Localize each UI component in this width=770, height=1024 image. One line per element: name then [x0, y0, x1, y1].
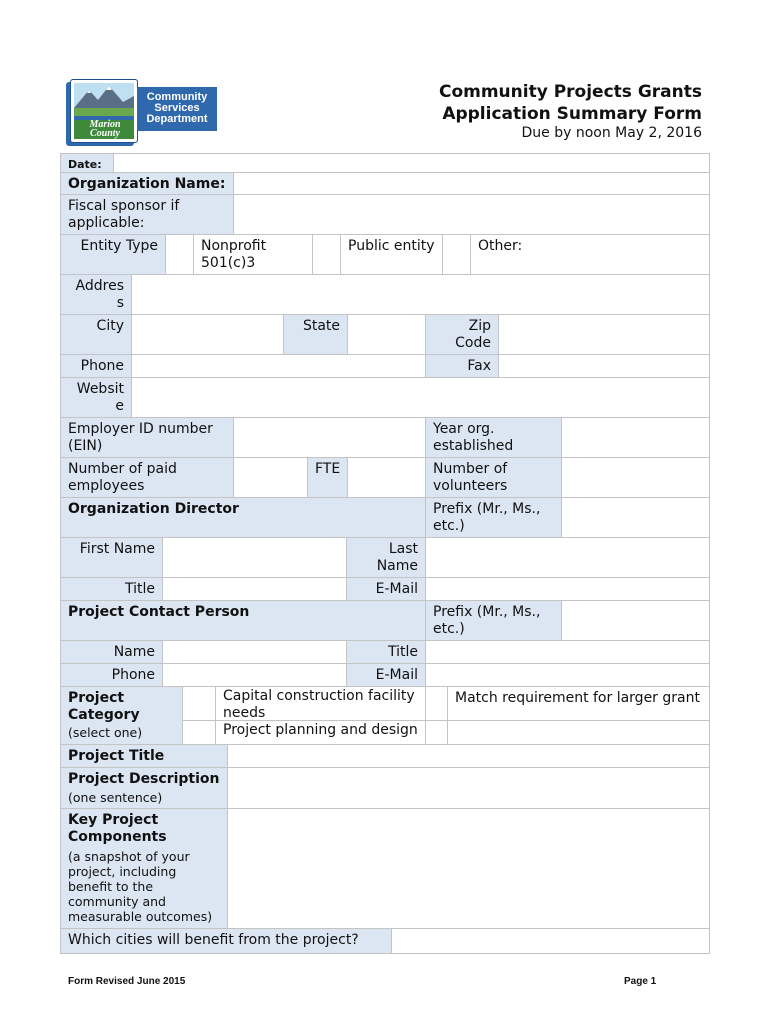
empty-option — [447, 721, 709, 745]
cities-field[interactable] — [391, 929, 709, 953]
phone-label: Phone — [61, 355, 131, 378]
director-prefix-field[interactable] — [561, 498, 709, 538]
city-label: City — [61, 315, 131, 355]
contact-name-field[interactable] — [162, 641, 346, 664]
state-label: State — [283, 315, 347, 355]
fiscal-sponsor-label: Fiscal sponsor if applicable: — [61, 195, 233, 235]
contact-email-label: E-Mail — [346, 664, 425, 687]
key-components-note: (a snapshot of your project, including benefit to the community and measurable outcomes) — [68, 849, 213, 924]
org-name-field[interactable] — [233, 173, 709, 195]
date-label: Date: — [61, 154, 113, 172]
ein-field[interactable] — [233, 418, 425, 458]
fiscal-sponsor-field[interactable] — [233, 195, 709, 235]
website-field[interactable] — [131, 378, 709, 418]
address-field[interactable] — [131, 275, 709, 315]
empty-checkbox[interactable] — [425, 721, 447, 745]
one-sentence-note: (one sentence) — [68, 790, 163, 805]
director-prefix-label: Prefix (Mr., Ms., etc.) — [425, 498, 561, 538]
row-city-state-zip — [61, 314, 709, 355]
last-name-field[interactable] — [425, 538, 709, 578]
row-ein-year — [61, 417, 709, 458]
public-entity-checkbox[interactable] — [312, 235, 340, 275]
volunteers-label: Number of volunteers — [425, 458, 561, 498]
fax-label: Fax — [425, 355, 498, 378]
last-name-label: Last Name — [346, 538, 425, 578]
select-one-note: (select one) — [68, 725, 143, 740]
project-category-label: Project Category (select one) — [61, 687, 182, 745]
fte-label: FTE — [307, 458, 347, 498]
capital-checkbox[interactable] — [182, 687, 215, 721]
form-revised-note: Form Revised June 2015 — [68, 976, 186, 987]
row-contact-name-title — [61, 640, 709, 664]
org-director-heading: Organization Director — [61, 498, 425, 538]
entity-type-label: Entity Type — [61, 235, 165, 275]
department-name-band — [137, 87, 217, 131]
nonprofit-checkbox[interactable] — [165, 235, 193, 275]
nonprofit-label: Nonprofit 501(c)3 — [193, 235, 312, 275]
logo-line-3: Department — [146, 113, 208, 125]
state-field[interactable] — [347, 315, 425, 355]
fte-field[interactable] — [347, 458, 425, 498]
director-title-field[interactable] — [162, 578, 346, 601]
match-label: Match requirement for larger grant — [447, 687, 709, 721]
contact-phone-label: Phone — [61, 664, 162, 687]
row-phone-fax — [61, 354, 709, 378]
date-field[interactable] — [113, 154, 709, 172]
cities-label: Which cities will benefit from the project? — [61, 929, 391, 953]
row-fiscal-sponsor — [61, 194, 709, 235]
ein-label: Employer ID number (EIN) — [61, 418, 233, 458]
other-checkbox[interactable] — [442, 235, 470, 275]
page-number: Page 1 — [624, 976, 657, 987]
row-org-director — [61, 497, 709, 538]
project-description-label: Project Description (one sentence) — [61, 768, 227, 809]
row-entity-type — [61, 234, 709, 275]
zip-field[interactable] — [498, 315, 709, 355]
contact-prefix-label: Prefix (Mr., Ms., etc.) — [425, 601, 561, 641]
zip-label: Zip Code — [425, 315, 498, 355]
contact-prefix-field[interactable] — [561, 601, 709, 641]
form-title-line-2: Application Summary Form — [442, 104, 702, 124]
director-email-label: E-Mail — [346, 578, 425, 601]
phone-field[interactable] — [131, 355, 425, 378]
contact-phone-field[interactable] — [162, 664, 346, 687]
volunteers-field[interactable] — [561, 458, 709, 498]
row-date — [61, 154, 709, 172]
match-checkbox[interactable] — [425, 687, 447, 721]
address-label: Addres s — [61, 275, 131, 315]
county-logo — [70, 79, 138, 143]
row-project-description — [61, 767, 709, 809]
paid-employees-field[interactable] — [233, 458, 307, 498]
contact-name-label: Name — [61, 641, 162, 664]
row-employees — [61, 457, 709, 498]
public-entity-label: Public entity — [340, 235, 442, 275]
planning-checkbox[interactable] — [182, 721, 215, 745]
project-description-field[interactable] — [227, 768, 709, 809]
application-form — [60, 153, 710, 954]
year-established-label: Year org. established — [425, 418, 561, 458]
row-org-name — [61, 172, 709, 195]
row-address — [61, 274, 709, 315]
logo-line-2: Services — [154, 102, 200, 114]
first-name-field[interactable] — [162, 538, 346, 578]
project-title-label: Project Title — [61, 745, 227, 768]
year-established-field[interactable] — [561, 418, 709, 458]
website-label: Websit e — [61, 378, 131, 418]
city-field[interactable] — [131, 315, 283, 355]
project-title-field[interactable] — [227, 745, 709, 768]
row-director-title-email — [61, 577, 709, 601]
project-contact-heading: Project Contact Person — [61, 601, 425, 641]
capital-label: Capital construction facility needs — [215, 687, 425, 721]
row-project-title — [61, 744, 709, 768]
logo-line-1: Community — [146, 91, 208, 103]
row-website — [61, 377, 709, 418]
director-email-field[interactable] — [425, 578, 709, 601]
contact-email-field[interactable] — [425, 664, 709, 687]
contact-title-field[interactable] — [425, 641, 709, 664]
county-name: Marion County — [89, 119, 121, 139]
fax-field[interactable] — [498, 355, 709, 378]
other-label: Other: — [470, 235, 709, 275]
director-title-label: Title — [61, 578, 162, 601]
form-title-line-1: Community Projects Grants — [438, 82, 702, 102]
planning-label: Project planning and design — [215, 721, 425, 745]
row-cities — [61, 928, 709, 953]
key-components-field[interactable] — [227, 809, 709, 929]
first-name-label: First Name — [61, 538, 162, 578]
org-name-label: Organization Name: — [61, 173, 233, 195]
paid-employees-label: Number of paid employees — [61, 458, 233, 498]
row-project-category — [61, 686, 709, 745]
key-components-label: Key Project Components (a snapshot of your project, including benefit to the community and measurable outcomes) — [61, 809, 227, 929]
contact-title-label: Title — [346, 641, 425, 664]
row-contact-phone-email — [61, 663, 709, 687]
row-director-name — [61, 537, 709, 578]
row-project-contact — [61, 600, 709, 641]
row-key-components — [61, 808, 709, 929]
due-date: Due by noon May 2, 2016 — [521, 125, 702, 141]
